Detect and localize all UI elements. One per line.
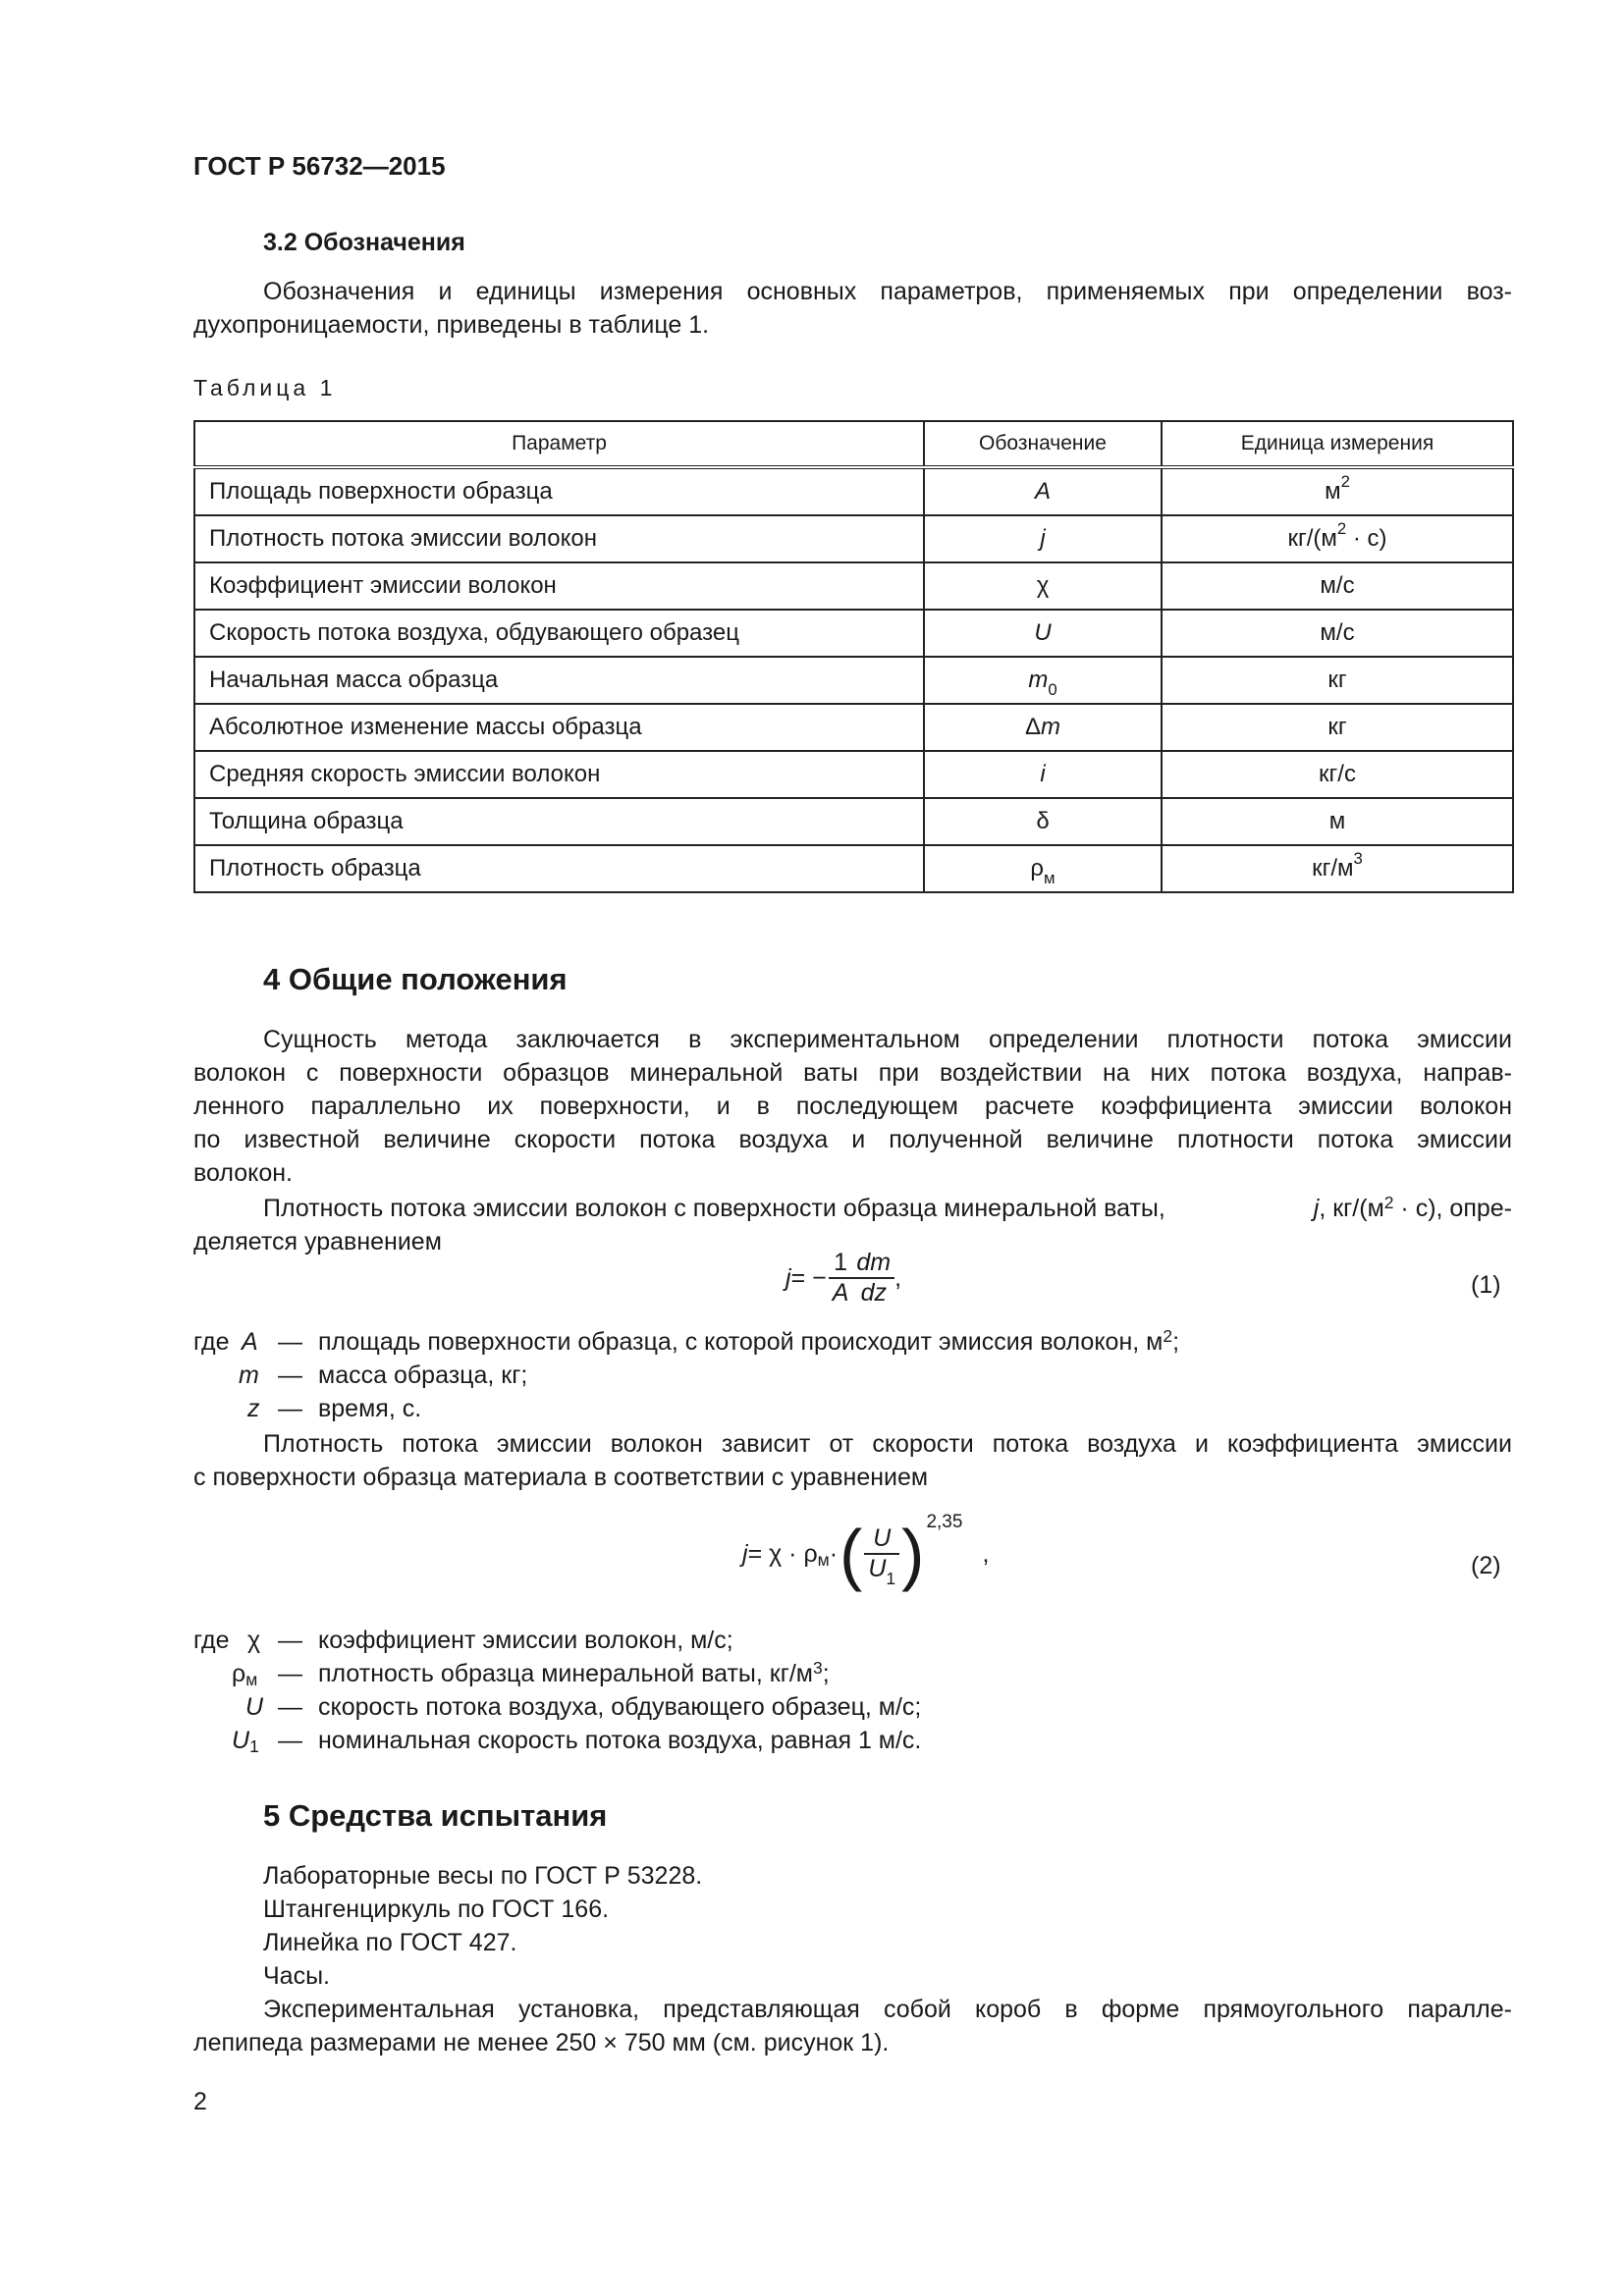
table-row xyxy=(194,515,1513,562)
param-cell: Площадь поверхности образца xyxy=(194,467,924,515)
where-dash: — xyxy=(278,1395,302,1422)
unit-cell: м/с xyxy=(1162,610,1513,657)
where-symbol: χ xyxy=(247,1627,261,1654)
section-4-para2-line-2: деляется уравнением xyxy=(193,1228,442,1255)
section-4-para1-line-1: Сущность метода заключается в экспериментальном определении плотности потока эмиссии xyxy=(263,1026,1512,1053)
where-dash: — xyxy=(278,1660,302,1687)
section-3-2-title: 3.2 Обозначения xyxy=(263,229,465,256)
where-dash: — xyxy=(278,1693,302,1721)
where-text: номинальная скорость потока воздуха, равная 1 м/с. xyxy=(318,1727,922,1754)
unit-cell: кг/с xyxy=(1162,751,1513,798)
symbols-table xyxy=(193,420,1514,893)
section-5-para-line-1: Экспериментальная установка, представляющая собой короб в форме прямоугольного паралле- xyxy=(263,1996,1512,2023)
param-cell: Средняя скорость эмиссии волокон xyxy=(194,751,924,798)
table-row xyxy=(194,562,1513,610)
right-paren: ) xyxy=(901,1516,925,1592)
equipment-item: Штангенциркуль по ГОСТ 166. xyxy=(263,1896,610,1923)
where-text: площадь поверхности образца, с которой происходит эмиссия волокон, $м^2$; xyxy=(318,1326,1180,1356)
equipment-item: Линейка по ГОСТ 427. xyxy=(263,1929,517,1956)
exponent: 2,35 xyxy=(926,1512,963,1532)
section-5-title: 5 Средства испытания xyxy=(263,1798,608,1833)
param-cell: Скорость потока воздуха, обдувающего образец xyxy=(194,610,924,657)
table-row xyxy=(194,704,1513,751)
unit-cell: $кг/(м^2 \cdot с)$ xyxy=(1162,515,1513,562)
where-dash: — xyxy=(278,1727,302,1754)
where-symbol: m xyxy=(239,1362,259,1389)
where-symbol: A xyxy=(242,1328,258,1356)
equipment-item: Часы. xyxy=(263,1962,330,1990)
where-text: время, с. xyxy=(318,1395,422,1422)
symbol-cell: χ xyxy=(924,562,1162,610)
equation-2: j = χ · ρ $_м$ · ( $\frac{U}{U_1}$ ) 2,35 , xyxy=(742,1512,990,1592)
table-row xyxy=(194,798,1513,845)
unit-cell: м/с xyxy=(1162,562,1513,610)
where-text: коэффициент эмиссии волокон, м/с; xyxy=(318,1627,733,1654)
header-symbol: Обозначение xyxy=(924,421,1162,467)
section-4-para1-line-2: волокон с поверхности образцов минеральной ваты при воздействии на них потока воздуха, направ- xyxy=(193,1059,1512,1087)
param-cell: Начальная масса образца xyxy=(194,657,924,704)
section-4-para1-line-4: по известной величине скорости потока воздуха и полученной величине плотности потока эмиссии xyxy=(193,1126,1512,1153)
symbol-cell: δ xyxy=(924,798,1162,845)
section-4-para3-line-2: с поверхности образца материала в соответствии с уравнением xyxy=(193,1464,929,1491)
symbol-cell: A xyxy=(924,467,1162,515)
page-number: 2 xyxy=(193,2088,207,2115)
param-cell: Абсолютное изменение массы образца xyxy=(194,704,924,751)
where-text: скорость потока воздуха, обдувающего образец, м/с; xyxy=(318,1693,922,1721)
symbol-cell: i xyxy=(924,751,1162,798)
where-symbol: $U_1$ xyxy=(232,1727,259,1756)
section-4-title: 4 Общие положения xyxy=(263,962,568,996)
section-5-para-line-2: лепипеда размерами не менее 250 × 750 мм (см. рисунок 1). xyxy=(193,2029,890,2056)
section-3-2-line-2: духопроницаемости, приведены в таблице 1. xyxy=(193,311,710,339)
param-cell: Плотность потока эмиссии волокон xyxy=(194,515,924,562)
unit-cell: кг xyxy=(1162,657,1513,704)
symbol-cell: j xyxy=(924,515,1162,562)
symbol-cell: $\rho_м$ xyxy=(924,845,1162,892)
where-symbol: U xyxy=(245,1693,264,1721)
table-row xyxy=(194,845,1513,892)
where-symbol: z xyxy=(247,1395,260,1422)
table-row xyxy=(194,751,1513,798)
equipment-item: Лабораторные весы по ГОСТ Р 53228. xyxy=(263,1862,703,1890)
table-row xyxy=(194,657,1513,704)
symbol-cell: $m_0$ xyxy=(924,657,1162,704)
unit-cell: $м^2$ xyxy=(1162,467,1513,515)
section-4-para1-line-3: ленного параллельно их поверхности, и в последующем расчете коэффициента эмиссии волокон xyxy=(193,1093,1512,1120)
where-prefix: где xyxy=(193,1328,230,1356)
where-dash: — xyxy=(278,1362,302,1389)
equation-2-number: (2) xyxy=(1471,1552,1501,1579)
param-cell: Плотность образца xyxy=(194,845,924,892)
section-4-para1-line-5: волокон. xyxy=(193,1159,294,1187)
param-cell: Коэффициент эмиссии волокон xyxy=(194,562,924,610)
document-header: ГОСТ Р 56732—2015 xyxy=(193,151,446,181)
section-4-para2-line-1: Плотность потока эмиссии волокон с поверхности образца минеральной ваты, j, $кг/(м^2 \cdot с)$, опре- xyxy=(263,1193,1512,1222)
unit-cell: м xyxy=(1162,798,1513,845)
where-dash: — xyxy=(278,1627,302,1654)
section-4-para3-line-1: Плотность потока эмиссии волокон зависит от скорости потока воздуха и коэффициента эмиссии xyxy=(263,1430,1512,1458)
left-paren: ( xyxy=(839,1516,863,1592)
where-text: плотность образца минеральной ваты, $кг/м^3$; xyxy=(318,1658,830,1687)
where-dash: — xyxy=(278,1328,302,1356)
table-row xyxy=(194,610,1513,657)
table-header-row xyxy=(194,421,1513,467)
table-row xyxy=(194,467,1513,515)
section-3-2-line-1: Обозначения и единицы измерения основных параметров, применяемых при определении воз- xyxy=(263,278,1512,305)
symbol-cell: U xyxy=(924,610,1162,657)
unit-cell: $кг/м^3$ xyxy=(1162,845,1513,892)
header-parameter: Параметр xyxy=(194,421,924,467)
where-text: масса образца, кг; xyxy=(318,1362,528,1389)
header-unit: Единица измерения xyxy=(1162,421,1513,467)
symbol-cell: Δm xyxy=(924,704,1162,751)
table-caption: Таблица 1 xyxy=(193,375,337,400)
where-symbol: $\rho_м$ xyxy=(232,1660,258,1689)
where-prefix: где xyxy=(193,1627,230,1654)
param-cell: Толщина образца xyxy=(194,798,924,845)
equation-1-number: (1) xyxy=(1471,1271,1501,1299)
equation-1: j = − $\frac{1}{A}$ $\frac{dm}{dz}$ , xyxy=(785,1249,902,1307)
unit-cell: кг xyxy=(1162,704,1513,751)
